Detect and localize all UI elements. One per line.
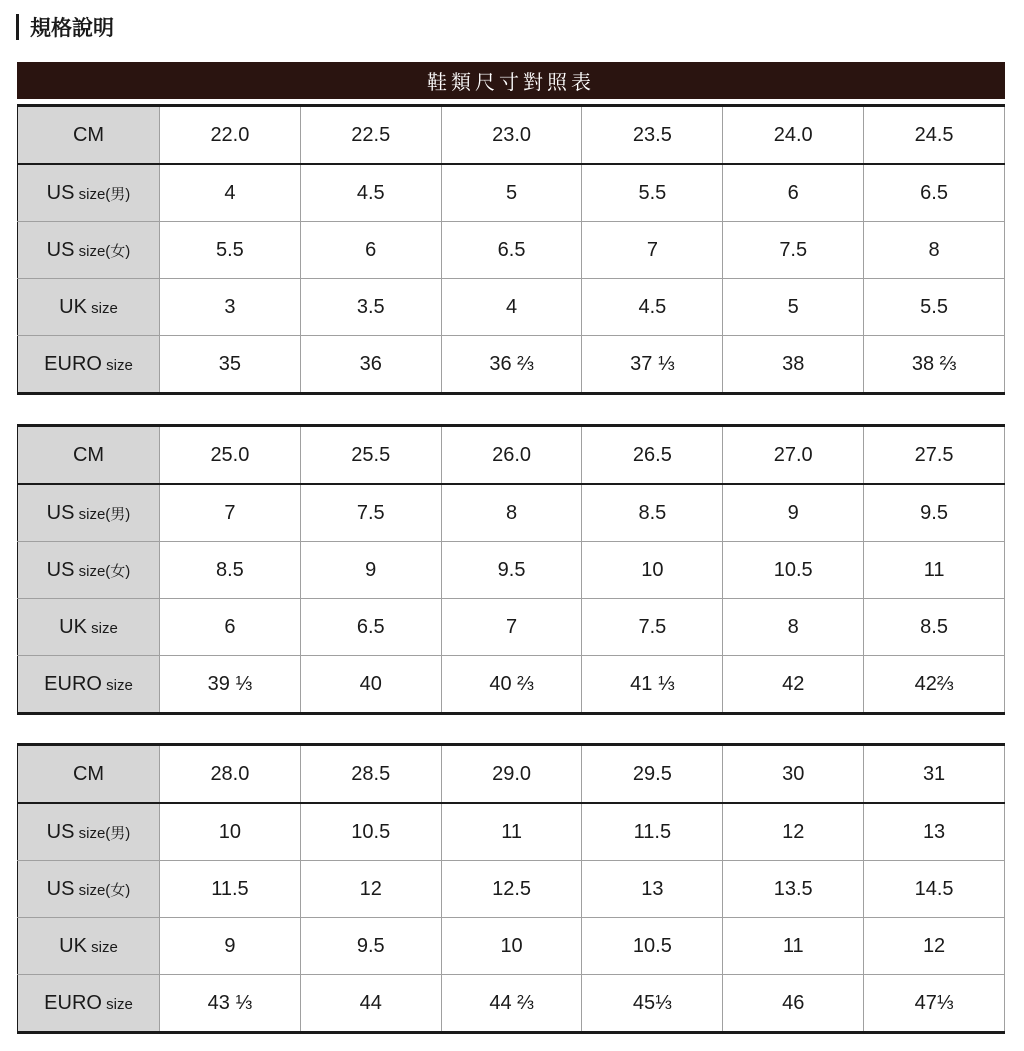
table-cell: 36 ⅔: [441, 336, 582, 394]
table-cell: 5.5: [582, 164, 723, 222]
row-label-main: EURO: [44, 352, 102, 375]
table-cell: 6.5: [864, 164, 1005, 222]
row-label: [18, 106, 160, 165]
table-cell: 9: [160, 918, 301, 975]
table-cell: 9: [300, 542, 441, 599]
table-cell: 46: [723, 975, 864, 1033]
table-cell: 11.5: [582, 803, 723, 861]
table-cell: 5.5: [160, 222, 301, 279]
table-cell: 10: [582, 542, 723, 599]
table-cell: 29.0: [441, 745, 582, 804]
row-label: [18, 861, 160, 918]
table-cell: 7: [441, 599, 582, 656]
table-cell: 28.5: [300, 745, 441, 804]
size-table-1: [17, 104, 1005, 395]
row-label-sub: size: [86, 938, 118, 956]
table-cell: 3.5: [300, 279, 441, 336]
table-cell: 11.5: [160, 861, 301, 918]
table-cell: 4: [441, 279, 582, 336]
table-cell: 23.5: [582, 106, 723, 165]
table-cell: 11: [864, 542, 1005, 599]
row-label: [18, 336, 160, 394]
table-cell: 25.5: [300, 426, 441, 485]
row-label-main: US: [46, 558, 75, 581]
row-label-sub: size(女): [74, 242, 131, 260]
row-label-main: US: [46, 877, 75, 900]
row-label-sub: size(男): [74, 505, 131, 523]
table-cell: 47⅓: [864, 975, 1005, 1033]
table-cell: 27.0: [723, 426, 864, 485]
heading-accent-bar: [16, 14, 19, 40]
row-label-main: UK: [59, 295, 87, 318]
row-label: [18, 426, 160, 485]
row-label: [18, 599, 160, 656]
table-cell: 22.0: [160, 106, 301, 165]
table-cell: 41 ⅓: [582, 656, 723, 714]
table-cell: 7.5: [300, 484, 441, 542]
table-cell: 8.5: [160, 542, 301, 599]
table-cell: 31: [864, 745, 1005, 804]
row-label-sub: size(男): [74, 185, 131, 203]
table-cell: 11: [723, 918, 864, 975]
row-label-main: US: [46, 238, 75, 261]
row-label-main: UK: [59, 615, 87, 638]
table-cell: 5.5: [864, 279, 1005, 336]
table-cell: 40 ⅔: [441, 656, 582, 714]
table-cell: 6.5: [441, 222, 582, 279]
row-label-main: EURO: [44, 672, 102, 695]
table-cell: 9: [723, 484, 864, 542]
table-cell: 26.5: [582, 426, 723, 485]
row-label: [18, 745, 160, 804]
table-cell: 10.5: [300, 803, 441, 861]
row-label-main: US: [46, 181, 75, 204]
table-cell: 8: [723, 599, 864, 656]
table-cell: 7.5: [582, 599, 723, 656]
row-label: [18, 975, 160, 1033]
row-label: [18, 279, 160, 336]
euro-row: [18, 975, 1005, 1033]
table-cell: 38: [723, 336, 864, 394]
table-cell: 10.5: [582, 918, 723, 975]
table-cell: 37 ⅓: [582, 336, 723, 394]
table-cell: 8: [441, 484, 582, 542]
row-label-sub: size: [101, 676, 133, 694]
table-cell: 35: [160, 336, 301, 394]
table-cell: 6: [300, 222, 441, 279]
table-cell: 4.5: [582, 279, 723, 336]
table-cell: 29.5: [582, 745, 723, 804]
table-cell: 13: [864, 803, 1005, 861]
table-cell: 12.5: [441, 861, 582, 918]
table-cell: 3: [160, 279, 301, 336]
table-cell: 5: [441, 164, 582, 222]
table-cell: 9.5: [441, 542, 582, 599]
table-cell: 7: [160, 484, 301, 542]
table-cell: 8.5: [864, 599, 1005, 656]
table-cell: 28.0: [160, 745, 301, 804]
table-cell: 10.5: [723, 542, 864, 599]
table-cell: 14.5: [864, 861, 1005, 918]
table-cell: 12: [723, 803, 864, 861]
cm-row: [18, 426, 1005, 485]
us-men-row: [18, 164, 1005, 222]
table-cell: 44: [300, 975, 441, 1033]
table-cell: 10: [441, 918, 582, 975]
row-label-main: CM: [72, 443, 105, 466]
table-cell: 6: [723, 164, 864, 222]
table-cell: 42⅔: [864, 656, 1005, 714]
table-cell: 8.5: [582, 484, 723, 542]
table-cell: 13.5: [723, 861, 864, 918]
table-cell: 9.5: [300, 918, 441, 975]
row-label: [18, 542, 160, 599]
table-cell: 7.5: [723, 222, 864, 279]
us-men-row: [18, 803, 1005, 861]
table-cell: 24.0: [723, 106, 864, 165]
table-cell: 4.5: [300, 164, 441, 222]
table-cell: 40: [300, 656, 441, 714]
table-cell: 39 ⅓: [160, 656, 301, 714]
row-label-main: CM: [72, 762, 105, 785]
table-cell: 24.5: [864, 106, 1005, 165]
row-label-sub: size: [101, 995, 133, 1013]
table-cell: 38 ⅔: [864, 336, 1005, 394]
table-cell: 30: [723, 745, 864, 804]
us-women-row: [18, 542, 1005, 599]
row-label-sub: size(男): [74, 824, 131, 842]
row-label-main: CM: [72, 123, 105, 146]
table-cell: 6.5: [300, 599, 441, 656]
table-cell: 44 ⅔: [441, 975, 582, 1033]
row-label-sub: size: [101, 356, 133, 374]
table-cell: 12: [864, 918, 1005, 975]
size-chart-title-banner: 鞋類尺寸對照表: [17, 62, 1005, 99]
row-label-sub: size: [86, 619, 118, 637]
row-label: [18, 222, 160, 279]
table-cell: 12: [300, 861, 441, 918]
table-cell: 10: [160, 803, 301, 861]
table-cell: 13: [582, 861, 723, 918]
row-label: [18, 164, 160, 222]
row-label: [18, 918, 160, 975]
table-cell: 6: [160, 599, 301, 656]
uk-row: [18, 599, 1005, 656]
us-men-row: [18, 484, 1005, 542]
table-cell: 9.5: [864, 484, 1005, 542]
table-cell: 43 ⅓: [160, 975, 301, 1033]
table-cell: 22.5: [300, 106, 441, 165]
section-title: 規格說明: [30, 16, 114, 40]
uk-row: [18, 918, 1005, 975]
row-label: [18, 484, 160, 542]
table-cell: 11: [441, 803, 582, 861]
table-cell: 45⅓: [582, 975, 723, 1033]
size-table-3: [17, 743, 1005, 1034]
table-cell: 25.0: [160, 426, 301, 485]
size-table-2: [17, 424, 1005, 715]
cm-row: [18, 106, 1005, 165]
row-label: [18, 803, 160, 861]
table-cell: 26.0: [441, 426, 582, 485]
table-cell: 8: [864, 222, 1005, 279]
euro-row: [18, 336, 1005, 394]
table-cell: 7: [582, 222, 723, 279]
table-cell: 27.5: [864, 426, 1005, 485]
row-label-main: EURO: [44, 991, 102, 1014]
row-label-sub: size: [86, 299, 118, 317]
section-heading: [16, 12, 114, 42]
table-cell: 23.0: [441, 106, 582, 165]
us-women-row: [18, 222, 1005, 279]
table-cell: 5: [723, 279, 864, 336]
us-women-row: [18, 861, 1005, 918]
table-cell: 4: [160, 164, 301, 222]
uk-row: [18, 279, 1005, 336]
row-label-sub: size(女): [74, 562, 131, 580]
table-cell: 42: [723, 656, 864, 714]
table-cell: 36: [300, 336, 441, 394]
row-label-main: UK: [59, 934, 87, 957]
row-label-main: US: [46, 820, 75, 843]
euro-row: [18, 656, 1005, 714]
row-label-main: US: [46, 501, 75, 524]
cm-row: [18, 745, 1005, 804]
row-label: [18, 656, 160, 714]
row-label-sub: size(女): [74, 881, 131, 899]
